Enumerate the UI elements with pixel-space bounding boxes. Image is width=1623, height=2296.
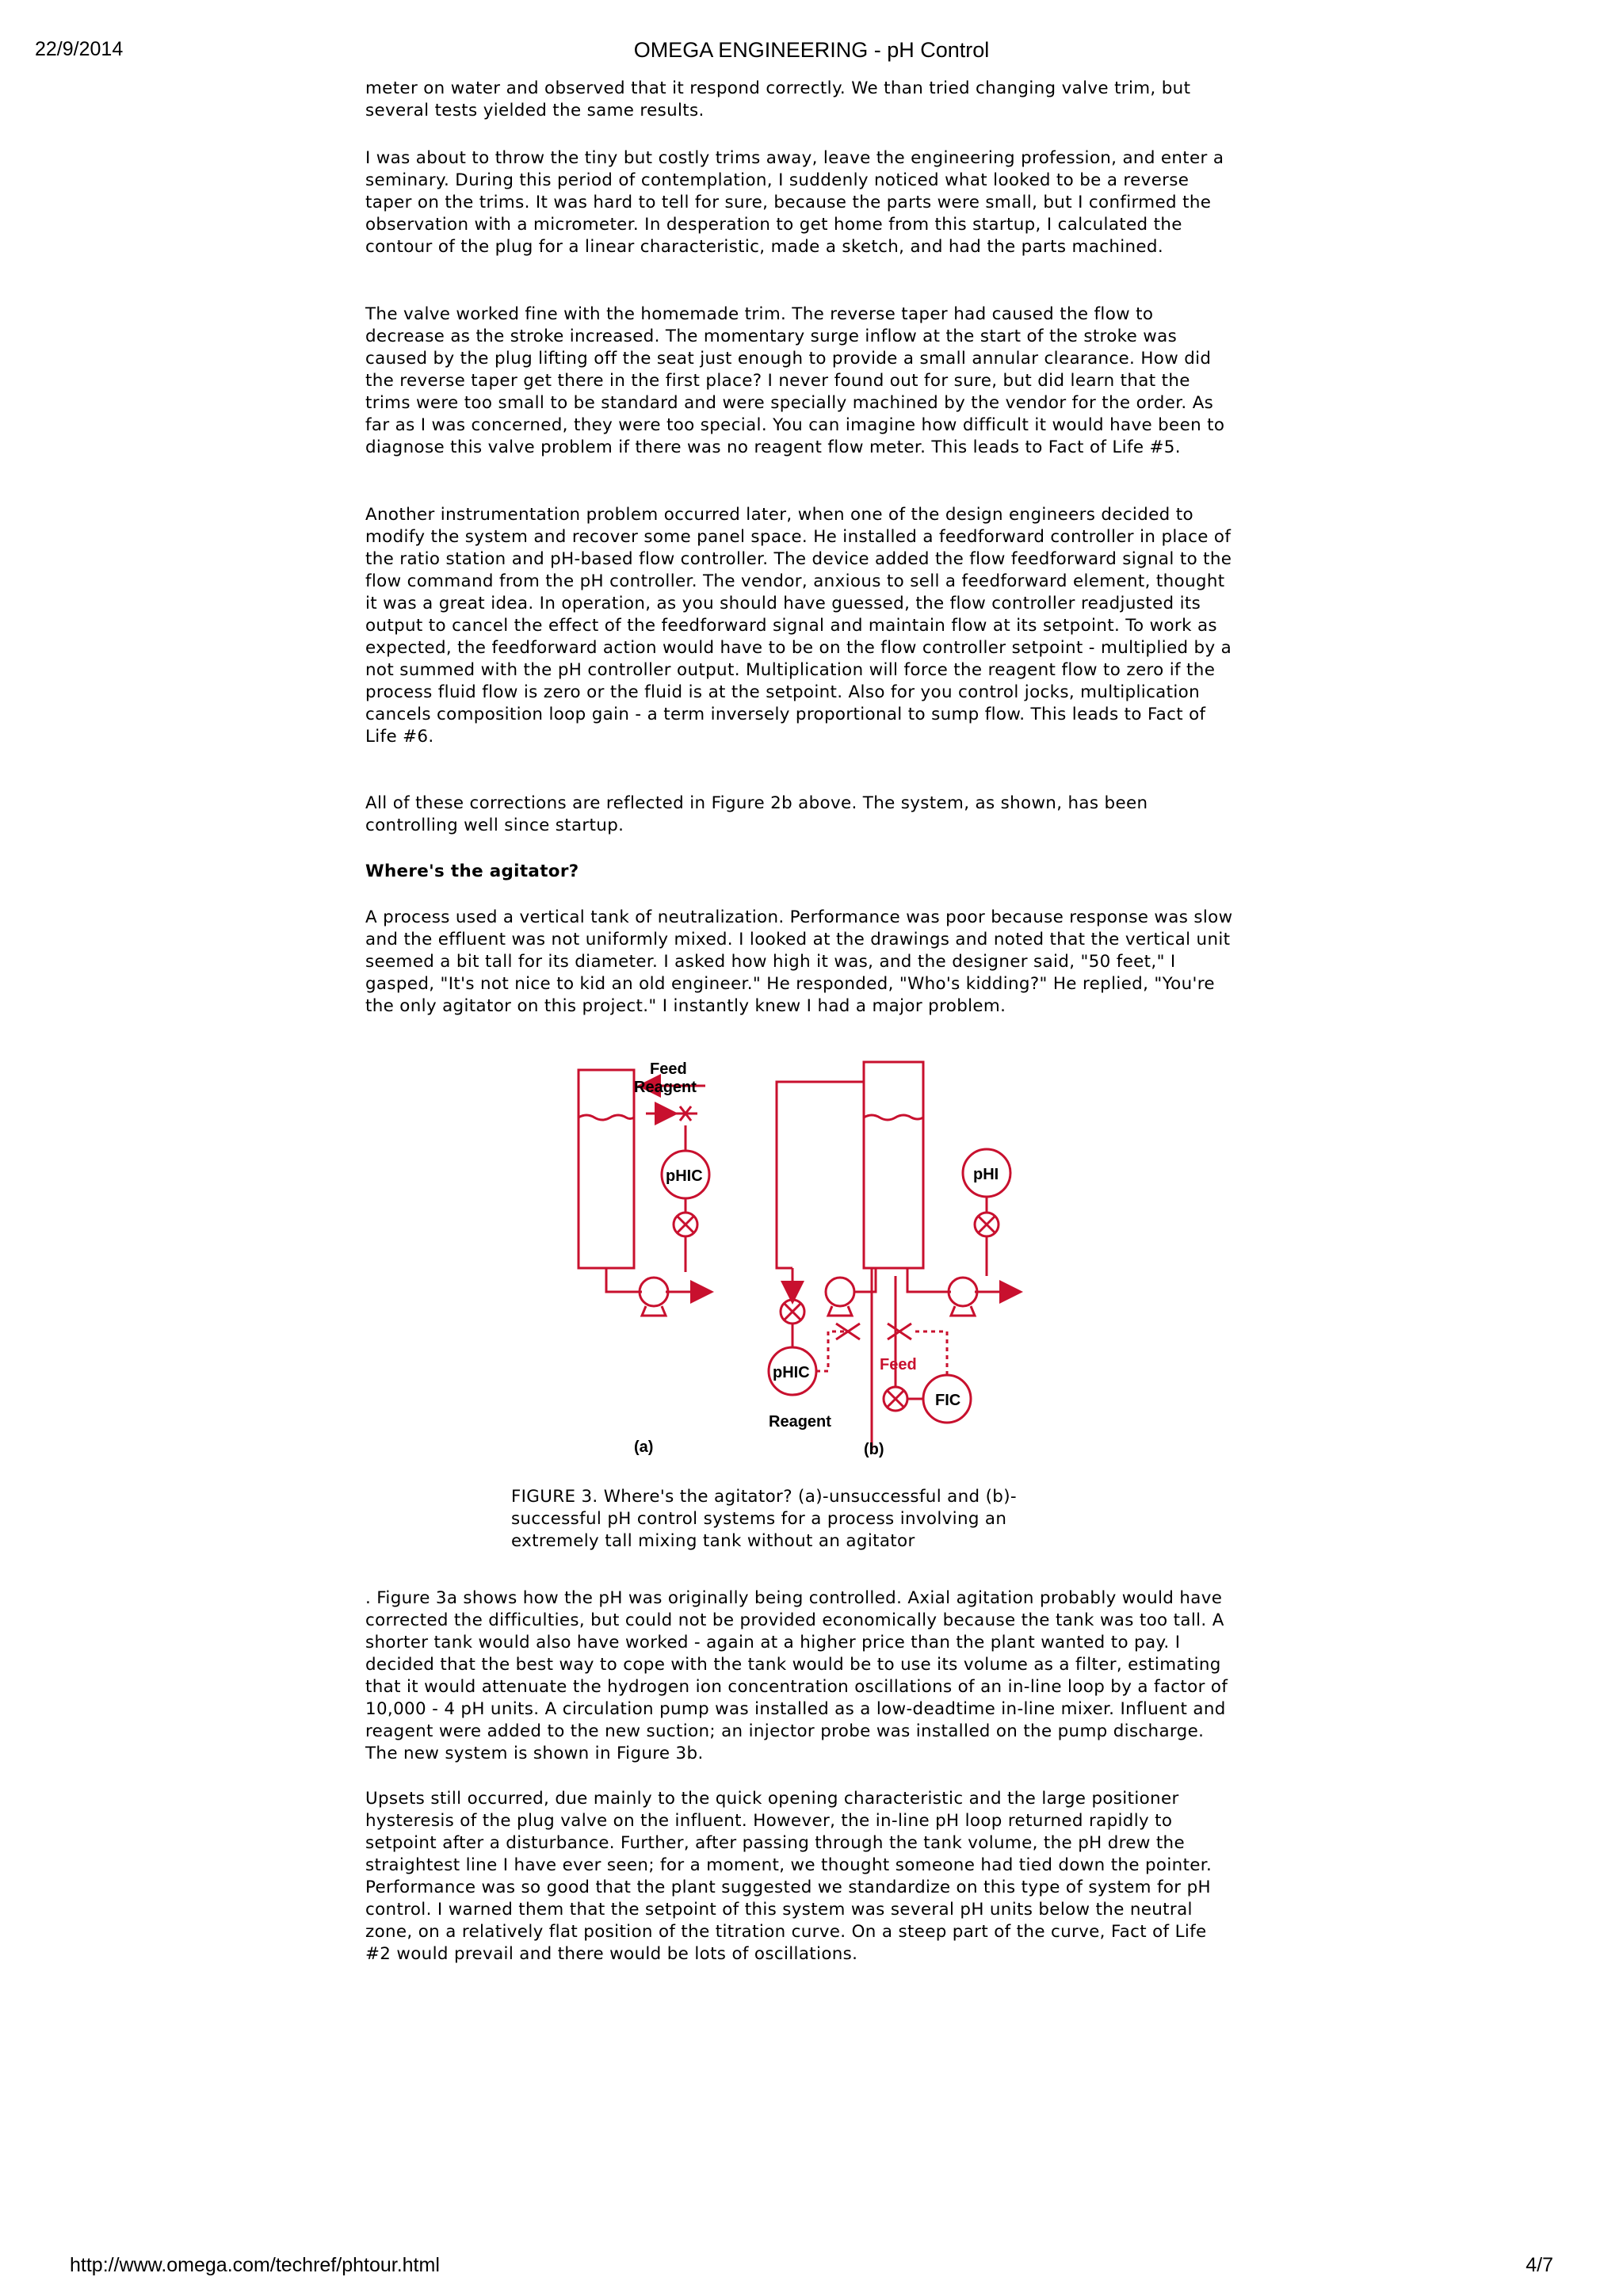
header-date: 22/9/2014 bbox=[35, 38, 124, 60]
fig-label-panel-b: (b) bbox=[864, 1441, 884, 1458]
fig-label-feed-b: Feed bbox=[880, 1356, 917, 1373]
paragraph: . Figure 3a shows how the pH was originally being controlled. Axial agitation probably would have corrected the difficulties, but could not be provided economically because the tank was too tall. A shorter tank would also have worked - again at a higher price than the plant wanted to pay. I decided that the best way to cope with the tank would be to use its volume as a filter, estimating that it would attenuate the hydrogen ion concentration oscillations of an in-line loop by a factor of 10,000 - 4 pH units. A circulation pump was installed as a low-deadtime in-line mixer. Influent and reagent were added to the new suction; an injector probe was installed on the pump discharge. The new system is shown in Figure 3b. bbox=[365, 1588, 1228, 1763]
fig-label-phi-b: pHI bbox=[973, 1166, 999, 1183]
fig-label-feed-a: Feed bbox=[650, 1060, 687, 1078]
fig-label-reagent-b: Reagent bbox=[769, 1413, 831, 1431]
paragraph: Another instrumentation problem occurred later, when one of the design engineers decided to modify the system and recover some panel space. He installed a feedforward controller in place of the ratio station and pH-based flow controller. The device added the flow feedforward signal to the flow command from the pH controller. The vendor, anxious to sell a feedforward element, thought it was a great idea. In operation, as you should have guessed, the flow controller readjusted its output to cancel the effect of the feedforward signal and maintain flow at its setpoint. To work as expected, the feedforward action would have to be on the flow controller setpoint - multiplied by a not summed with the pH controller output. Multiplication will force the reagent flow to zero if the process fluid flow is zero or the fluid is at the setpoint. Also for you control jocks, multiplication cancels composition loop gain - a term inversely proportional to sump flow. This leads to Fact of Life #6. bbox=[365, 505, 1232, 747]
paragraph: The valve worked fine with the homemade trim. The reverse taper had caused the flow to decrease as the stroke increased. The momentary surge inflow at the start of the stroke was caused by the plug lifting off the seat just enough to provide a small annular clearance. How did the reverse taper get there in the first place? I never found out for sure, but did learn that the trims were too small to be standard and were specially machined by the vendor for the order. As far as I was concerned, they were too special. You can imagine how difficult it would have been to diagnose this valve problem if there was no reagent flow meter. This leads to Fact of Life #5. bbox=[365, 304, 1225, 457]
paragraph: All of these corrections are reflected in Figure 2b above. The system, as shown, has been controlling well since startup. bbox=[365, 793, 1148, 835]
footer-page-number: 4/7 bbox=[1526, 2254, 1553, 2276]
fig-label-panel-a: (a) bbox=[634, 1438, 654, 1456]
fig-label-reagent-a: Reagent bbox=[634, 1079, 697, 1096]
figure-3-diagram bbox=[555, 1054, 1030, 1466]
paragraph: Upsets still occurred, due mainly to the quick opening characteristic and the large positioner hysteresis of the plug valve on the influent. However, the in-line pH loop returned rapidly to setpoint after a disturbance. Further, after passing through the tank volume, the pH drew the straightest line I have ever seen; for a moment, we thought someone had tied down the pointer. Performance was so good that the plant suggested we standardize on this type of system for pH control. I warned them that the setpoint of this system was several pH units below the neutral zone, on a relatively flat position of the titration curve. On a steep part of the curve, Fact of Life #2 would prevail and there would be lots of oscillations. bbox=[365, 1789, 1212, 1964]
paragraph: meter on water and observed that it respond correctly. We than tried changing valve trim, but several tests yielded the same results. bbox=[365, 78, 1191, 120]
fig-label-phic-a: pHIC bbox=[666, 1167, 703, 1185]
tank-a bbox=[579, 1070, 634, 1268]
footer-url[interactable]: http://www.omega.com/techref/phtour.html bbox=[70, 2254, 440, 2276]
fig-label-phic-b: pHIC bbox=[773, 1364, 810, 1381]
header-title: OMEGA ENGINEERING - pH Control bbox=[633, 38, 990, 62]
paragraph: I was about to throw the tiny but costly trims away, leave the engineering profession, and enter a seminary. During this period of contemplation, I suddenly noticed what looked to be a reverse taper on the trims. It was hard to tell for sure, because the parts were small, but I confirmed the observation with a micrometer. In desperation to get home from this startup, I calculated the contour of the plug for a linear characteristic, made a sketch, and had the parts machined. bbox=[365, 148, 1224, 257]
section-heading: Where's the agitator? bbox=[365, 861, 579, 881]
paragraph: A process used a vertical tank of neutralization. Performance was poor because response was slow and the effluent was not uniformly mixed. I looked at the drawings and noted that the vertical unit seemed a bit tall for its diameter. I asked how high it was, and the designer said, "50 feet," I gasped, "It's not nice to kid an old engineer." He responded, "Who's kidding?" He replied, "You're the only agitator on this project." I instantly knew I had a major problem. bbox=[365, 907, 1233, 1016]
figure-caption: FIGURE 3. Where's the agitator? (a)-unsuccessful and (b)-successful pH control systems for a process involving an extremely tall mixing tank without an agitator bbox=[511, 1487, 1017, 1551]
tank-b bbox=[864, 1062, 923, 1268]
fig-label-fic-b: FIC bbox=[935, 1392, 961, 1409]
